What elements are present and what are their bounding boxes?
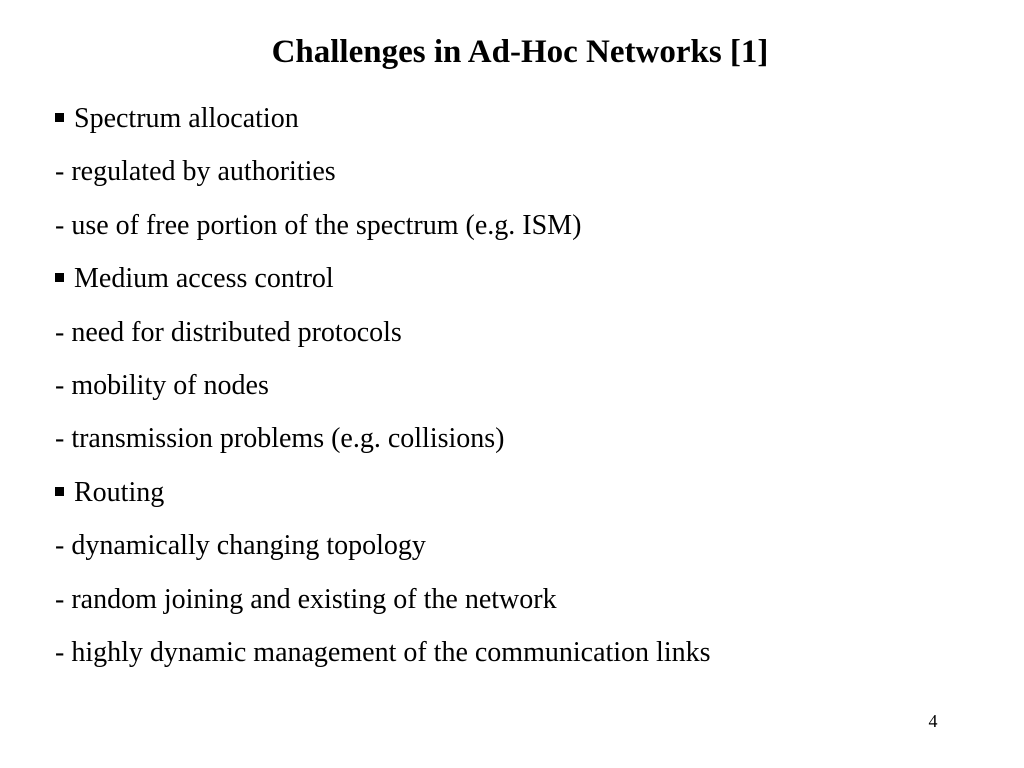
sub-item-text: - mobility of nodes bbox=[55, 369, 269, 401]
square-bullet-icon bbox=[55, 273, 64, 282]
sub-item bbox=[55, 631, 995, 684]
sub-item-text: - random joining and existing of the network bbox=[55, 583, 557, 615]
sub-item-text: - need for distributed protocols bbox=[55, 316, 402, 348]
sub-item bbox=[55, 204, 995, 257]
bullet-item bbox=[55, 257, 995, 310]
slide-title: Challenges in Ad-Hoc Networks [1] bbox=[271, 34, 769, 70]
sub-item bbox=[55, 578, 995, 631]
square-bullet-icon bbox=[55, 487, 64, 496]
bullet-text: Spectrum allocation bbox=[74, 103, 299, 134]
bullet-text: Medium access control bbox=[74, 263, 334, 295]
sub-item-text: - dynamically changing topology bbox=[55, 530, 426, 562]
sub-item bbox=[55, 417, 995, 470]
sub-item-text: - highly dynamic management of the communication links bbox=[55, 636, 711, 668]
bullet-item bbox=[55, 97, 995, 150]
sub-item-text: - regulated by authorities bbox=[55, 156, 336, 188]
page-number: 4 bbox=[928, 711, 938, 731]
sub-item bbox=[55, 150, 995, 203]
square-bullet-icon bbox=[55, 113, 64, 122]
bullet-item bbox=[55, 471, 995, 524]
bullet-text: Routing bbox=[74, 476, 165, 508]
sub-item bbox=[55, 524, 995, 577]
sub-item-text: - use of free portion of the spectrum (e.g. ISM) bbox=[55, 209, 582, 241]
sub-item bbox=[55, 364, 995, 417]
sub-item-text: - transmission problems (e.g. collisions) bbox=[55, 423, 505, 455]
slide-content bbox=[55, 97, 995, 684]
sub-item bbox=[55, 311, 995, 364]
